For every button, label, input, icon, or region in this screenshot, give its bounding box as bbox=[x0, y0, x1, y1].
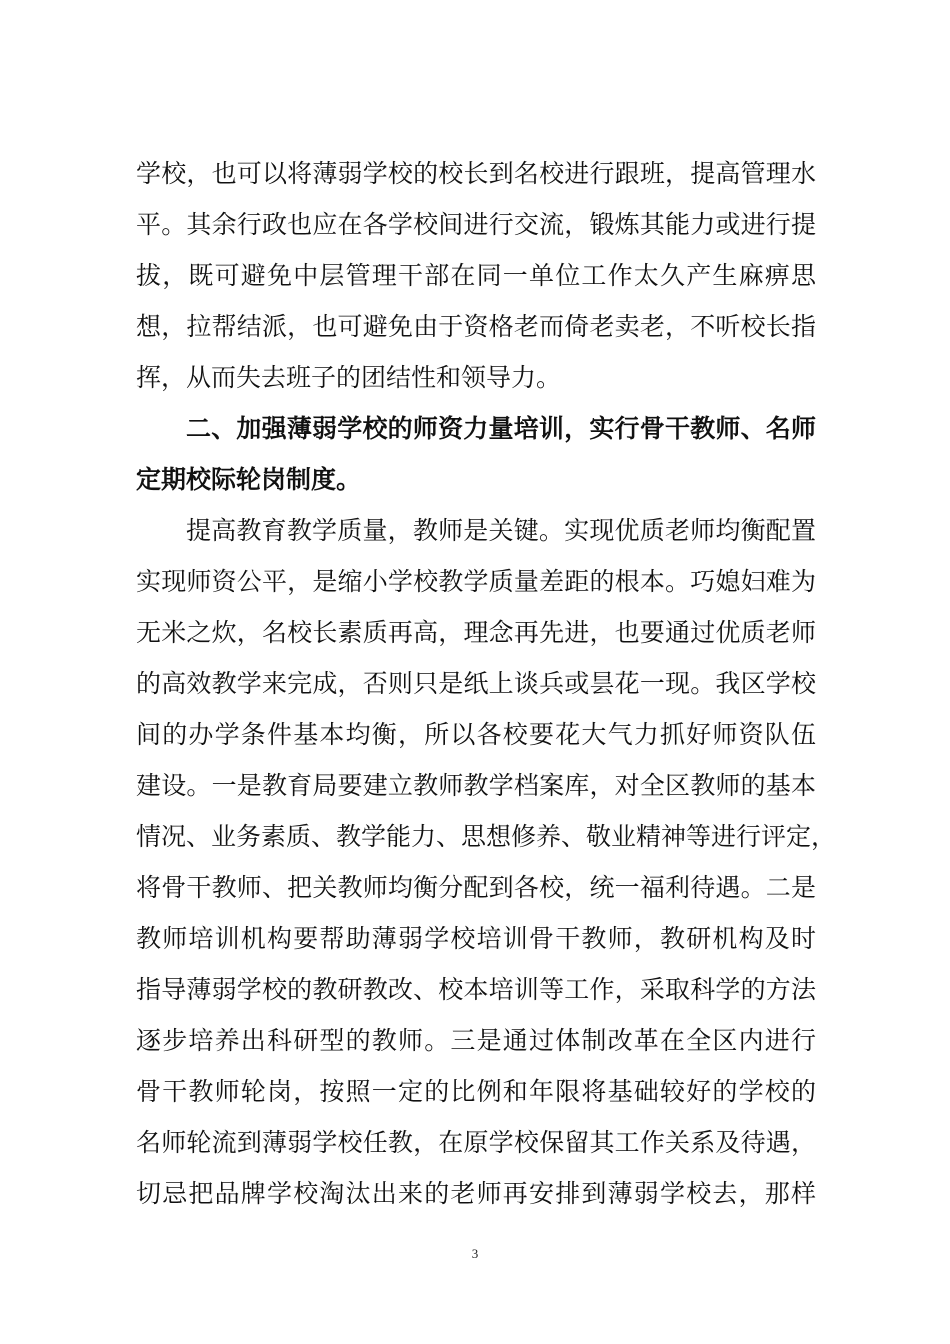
text-line: 名师轮流到薄弱学校任教，在原学校保留其工作关系及待遇， bbox=[136, 1128, 816, 1157]
text-line: 教师培训机构要帮助薄弱学校培训骨干教师，教研机构及时 bbox=[136, 924, 816, 953]
text-line: 建设。一是教育局要建立教师教学档案库，对全区教师的基本 bbox=[136, 771, 816, 800]
text-line: 的高效教学来完成，否则只是纸上谈兵或昙花一现。我区学校 bbox=[136, 669, 816, 698]
text-line: 挥，从而失去班子的团结性和领导力。 bbox=[136, 363, 562, 392]
heading-line: 定期校际轮岗制度。 bbox=[136, 465, 362, 494]
text-line: 将骨干教师、把关教师均衡分配到各校，统一福利待遇。二是 bbox=[136, 873, 816, 902]
text-line: 情况、业务素质、教学能力、思想修养、敬业精神等进行评定， bbox=[136, 822, 837, 851]
text-line: 间的办学条件基本均衡，所以各校要花大气力抓好师资队伍 bbox=[136, 720, 816, 749]
page-number: 3 bbox=[471, 1246, 479, 1261]
text-line: 骨干教师轮岗，按照一定的比例和年限将基础较好的学校的 bbox=[136, 1077, 816, 1106]
text-line: 平。其余行政也应在各学校间进行交流，锻炼其能力或进行提 bbox=[136, 210, 816, 239]
text-line: 学校，也可以将薄弱学校的校长到名校进行跟班，提高管理水 bbox=[136, 159, 816, 188]
body-paragraph bbox=[136, 505, 837, 1219]
page-content bbox=[136, 148, 837, 1219]
text-line: 实现师资公平，是缩小学校教学质量差距的根本。巧媳妇难为 bbox=[136, 567, 816, 596]
text-line: 无米之炊，名校长素质再高，理念再先进，也要通过优质老师 bbox=[136, 618, 816, 647]
paragraph-continuation bbox=[136, 148, 816, 403]
text-line: 逐步培养出科研型的教师。三是通过体制改革在全区内进行 bbox=[136, 1026, 816, 1055]
text-line: 提高教育教学质量，教师是关键。实现优质老师均衡配置 bbox=[186, 516, 816, 545]
section-heading bbox=[136, 403, 816, 505]
text-line: 想，拉帮结派，也可避免由于资格老而倚老卖老，不听校长指 bbox=[136, 312, 816, 341]
text-line: 拔，既可避免中层管理干部在同一单位工作太久产生麻痹思 bbox=[136, 261, 816, 290]
text-line: 切忌把品牌学校淘汰出来的老师再安排到薄弱学校去，那样 bbox=[136, 1179, 816, 1208]
text-line: 指导薄弱学校的教研教改、校本培训等工作，采取科学的方法 bbox=[136, 975, 816, 1004]
heading-line: 二、加强薄弱学校的师资力量培训，实行骨干教师、名师 bbox=[186, 414, 816, 443]
